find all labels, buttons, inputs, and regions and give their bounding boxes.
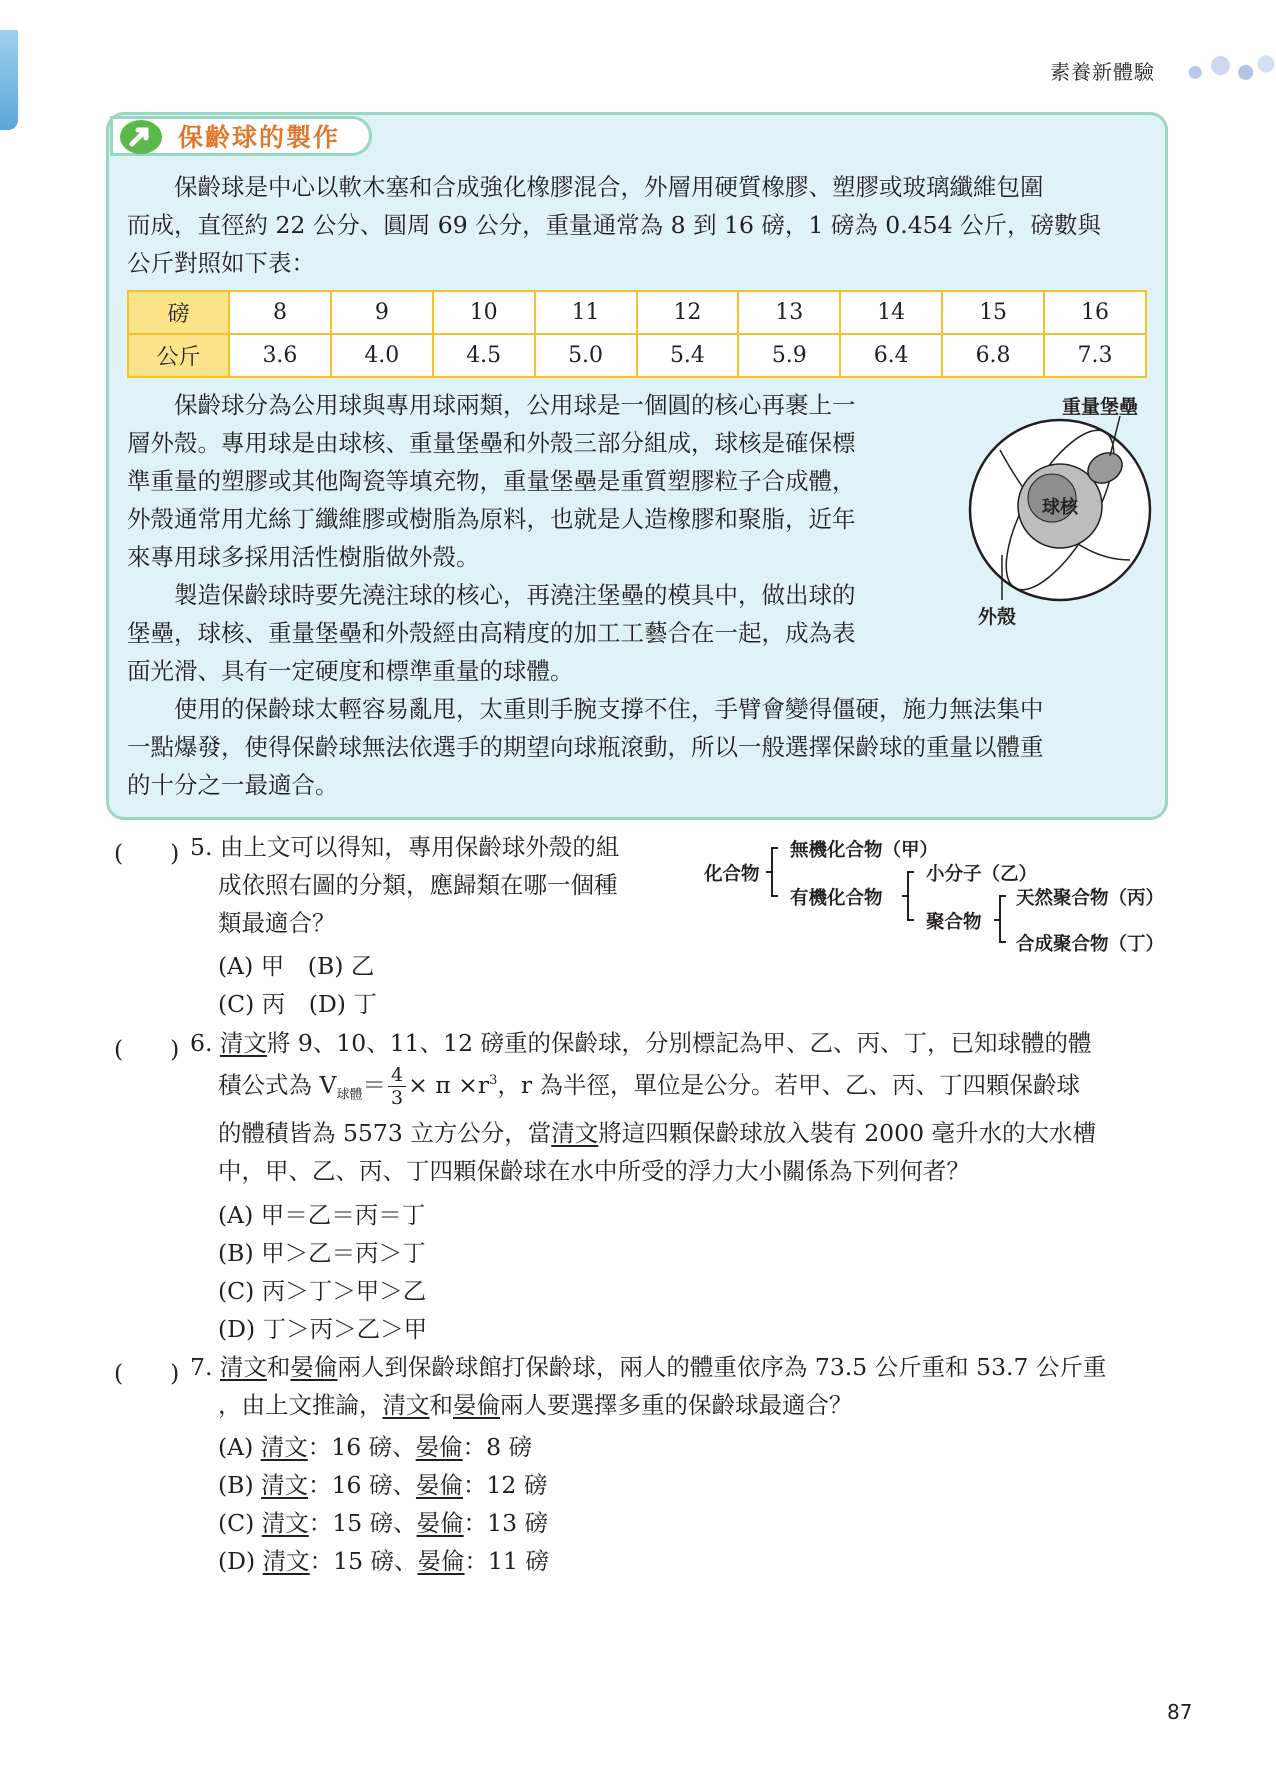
text-line: 5. 由上文可以得知，專用保齡球外殼的組 [190, 833, 620, 861]
name-qingwen: 清文 [261, 1509, 309, 1537]
text-line: 的十分之一最適合。 [127, 771, 339, 799]
text-span: ，由上文推論， [218, 1391, 383, 1419]
text-span: ：16 磅、 [307, 1433, 416, 1461]
paragraph-intro [127, 168, 1157, 282]
name-qingwen: 清文 [219, 1029, 267, 1057]
fraction-numerator: 4 [388, 1064, 406, 1087]
table-cell: 3.6 [229, 334, 331, 377]
section-header-label: 素養新體驗 [1050, 60, 1155, 84]
table-header-pound: 磅 [128, 291, 229, 334]
table-cell: 12 [637, 291, 739, 334]
text-line: 使用的保齡球太輕容易亂甩，太重則手腕支撐不住，手臂會變得僵硬，施力無法集中 [127, 695, 1044, 723]
text-line: 堡壘，球核、重量堡壘和外殼經由高精度的加工工藝合在一起，成為表 [127, 619, 856, 647]
formula-subscript: 球體 [336, 1087, 363, 1103]
q7-option-c[interactable] [218, 1504, 548, 1538]
table-cell: 5.9 [738, 334, 840, 377]
table-cell: 7.3 [1044, 334, 1146, 377]
table-row [128, 334, 1146, 377]
name-yanlun: 晏倫 [416, 1509, 464, 1537]
tree-natural-polymer: 天然聚合物（丙） [1016, 888, 1165, 909]
name-qingwen: 清文 [551, 1119, 599, 1147]
reading-box-title: 保齡球的製作 [178, 123, 341, 152]
text-span: 將 9、10、11、12 磅重的保齡球，分別標記為甲、乙、丙、丁，已知球體的體 [266, 1029, 1092, 1057]
option-letter: (D) [218, 1547, 263, 1575]
label-shell: 外殼 [978, 606, 1017, 628]
question-5 [190, 828, 690, 942]
question-7-line2 [218, 1386, 853, 1424]
text-span: × π ×r [408, 1070, 490, 1099]
question-6-line3 [218, 1114, 1096, 1152]
table-cell: 5.4 [637, 334, 739, 377]
question-6-line1 [190, 1024, 1092, 1062]
text-line: 來專用球多採用活性樹脂做外殼。 [127, 543, 480, 571]
formula-exponent: 3 [489, 1073, 498, 1088]
header-decoration [1175, 52, 1276, 86]
tree-inorganic: 無機化合物（甲） [790, 840, 939, 861]
fraction-four-thirds [388, 1064, 406, 1109]
option-letter: (C) [218, 1509, 262, 1537]
table-cell: 6.4 [840, 334, 942, 377]
q7-option-d[interactable] [218, 1542, 549, 1576]
table-cell: 14 [840, 291, 942, 334]
text-span: ＝ [362, 1070, 386, 1099]
name-yanlun: 晏倫 [417, 1547, 465, 1575]
q5-options-cd[interactable]: (C) 丙 (D) 丁 [218, 990, 377, 1018]
text-line: 保齡球分為公用球與專用球兩類，公用球是一個圓的核心再裹上一 [127, 391, 856, 419]
table-cell: 5.0 [535, 334, 637, 377]
tree-root: 化合物 [704, 864, 760, 885]
text-line: 一點爆發，使得保齡球無法依選手的期望向球瓶滾動，所以一般選擇保齡球的重量以體重 [127, 733, 1044, 761]
label-core: 球核 [1042, 497, 1078, 518]
volume-formula-line [218, 1062, 1080, 1115]
table-cell: 10 [433, 291, 535, 334]
text-span: 和 [266, 1353, 291, 1381]
name-yanlun: 晏倫 [415, 1433, 463, 1461]
text-line: 準重量的塑膠或其他陶瓷等填充物，重量堡壘是重質塑膠粒子合成體， [127, 467, 856, 495]
option-letter: (A) [218, 1433, 261, 1461]
text-span: ：16 磅、 [308, 1471, 416, 1499]
name-yanlun: 晏倫 [453, 1391, 500, 1419]
tree-synthetic-polymer: 合成聚合物（丁） [1016, 934, 1165, 955]
text-line: 外殼通常用尤絲丁纖維膠或樹脂為原料，也就是人造橡膠和聚脂，近年 [127, 505, 856, 533]
table-cell: 4.0 [331, 334, 433, 377]
text-span: ：8 磅 [462, 1433, 533, 1461]
text-span: ：12 磅 [462, 1471, 548, 1499]
name-qingwen: 清文 [260, 1433, 308, 1461]
answer-blank-q6[interactable]: ( ) [114, 1035, 180, 1063]
fraction-denominator: 3 [390, 1086, 404, 1109]
text-span: 兩人要選擇多重的保齡球最適合？ [500, 1391, 853, 1419]
q6-option-c[interactable]: (C) 丙＞丁＞甲＞乙 [218, 1277, 427, 1305]
name-yanlun: 晏倫 [415, 1471, 463, 1499]
text-line: 層外殼。專用球是由球核、重量堡壘和外殼三部分組成，球核是確保標 [127, 429, 856, 457]
paragraph-manufacture [127, 576, 947, 690]
table-cell: 16 [1044, 291, 1146, 334]
text-span: 積公式為 V [218, 1070, 337, 1099]
corner-tab [0, 30, 18, 130]
text-span: ：15 磅、 [309, 1547, 418, 1575]
table-cell: 11 [535, 291, 637, 334]
table-cell: 6.8 [942, 334, 1044, 377]
table-cell: 13 [738, 291, 840, 334]
paragraph-selection [127, 690, 1157, 804]
question-number: 7. [190, 1353, 220, 1381]
tree-organic: 有機化合物 [790, 888, 883, 909]
text-line: 類最適合？ [218, 909, 336, 937]
text-line: 製造保齡球時要先澆注球的核心，再澆注堡壘的模具中，做出球的 [127, 581, 856, 609]
text-line: 公斤對照如下表： [127, 249, 315, 277]
name-qingwen: 清文 [219, 1353, 267, 1381]
text-span: ：11 磅 [464, 1547, 549, 1575]
text-line: 面光滑、具有一定硬度和標準重量的球體。 [127, 657, 574, 685]
text-span: ：13 磅 [463, 1509, 549, 1537]
name-qingwen: 清文 [382, 1391, 430, 1419]
table-cell: 4.5 [433, 334, 535, 377]
text-span: 的體積皆為 5573 立方公分，當 [218, 1119, 552, 1147]
q6-option-d[interactable]: (D) 丁＞丙＞乙＞甲 [218, 1315, 428, 1343]
question-6-line4: 中，甲、乙、丙、丁四顆保齡球在水中所受的浮力大小關係為下列何者？ [218, 1157, 970, 1185]
table-cell: 15 [942, 291, 1044, 334]
q7-option-a[interactable] [218, 1428, 532, 1462]
text-span: ，r 為半徑，單位是公分。若甲、乙、丙、丁四顆保齡球 [497, 1070, 1081, 1099]
paragraph-types [127, 386, 947, 576]
table-cell: 8 [229, 291, 331, 334]
text-line: 而成，直徑約 22 公分、圓周 69 公分，重量通常為 8 到 16 磅，1 磅為 0.454 公斤，磅數與 [127, 211, 1102, 239]
answer-blank-q5[interactable]: ( ) [114, 839, 180, 867]
table-row [128, 291, 1146, 334]
arrow-icon [118, 117, 164, 157]
name-qingwen: 清文 [261, 1471, 309, 1499]
page-number: 87 [1167, 1700, 1193, 1724]
question-number: 6. [190, 1029, 220, 1057]
option-letter: (B) [218, 1471, 262, 1499]
text-span: 將這四顆保齡球放入裝有 2000 毫升水的大水槽 [598, 1119, 1096, 1147]
tree-polymer: 聚合物 [926, 912, 982, 933]
table-cell: 9 [331, 291, 433, 334]
text-line: 保齡球是中心以軟木塞和合成強化橡膠混合，外層用硬質橡膠、塑膠或玻璃纖維包圍 [127, 173, 1044, 201]
label-weight-block: 重量堡壘 [1062, 396, 1139, 418]
q6-option-b[interactable]: (B) 甲＞乙＝丙＞丁 [218, 1239, 426, 1267]
name-yanlun: 晏倫 [290, 1353, 338, 1381]
text-span: 和 [429, 1391, 453, 1419]
name-qingwen: 清文 [262, 1547, 310, 1575]
text-span: 兩人到保齡球館打保齡球，兩人的體重依序為 73.5 公斤重和 53.7 公斤重 [337, 1353, 1107, 1381]
table-header-kg: 公斤 [128, 334, 229, 377]
question-7-line1 [190, 1348, 1106, 1386]
q6-option-a[interactable]: (A) 甲＝乙＝丙＝丁 [218, 1201, 426, 1229]
tree-small-molecule: 小分子（乙） [926, 864, 1038, 885]
answer-blank-q7[interactable]: ( ) [114, 1359, 180, 1387]
text-line: 成依照右圖的分類，應歸類在哪一個種 [218, 871, 618, 899]
pound-kg-table [127, 290, 1147, 378]
q7-option-b[interactable] [218, 1466, 547, 1500]
text-span: ：15 磅、 [308, 1509, 417, 1537]
q5-options-ab[interactable]: (A) 甲 (B) 乙 [218, 952, 375, 980]
